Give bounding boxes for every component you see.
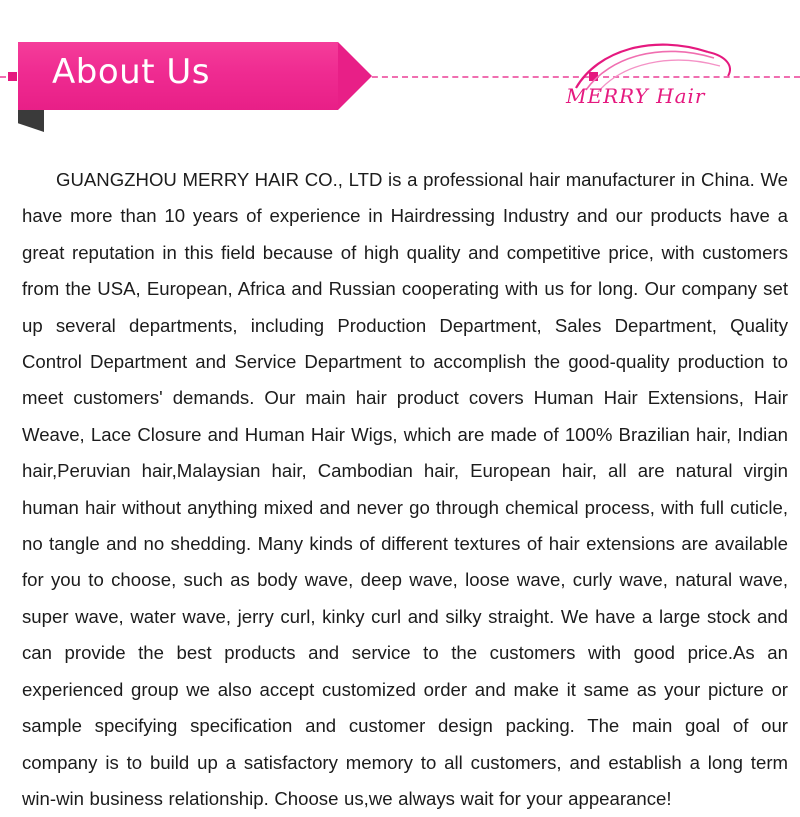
logo-wordmark: MERRY Hair — [566, 84, 706, 108]
page-header — [0, 0, 800, 135]
about-us-paragraph: GUANGZHOU MERRY HAIR CO., LTD is a professional hair manufacturer in China. We have more than 10 years of experience in Hairdressing Industry and our products have a great reputation in this field because of high quality and competitive price, with customers from the USA, European, Africa and Russian cooperating with us for long. Our company set up several departments, including Production Department, Sales Department, Quality Control Department and Service Department to accomplish the good-quality production to meet customers' demands. Our main hair product covers Human Hair Extensions, Hair Weave, Lace Closure and Human Hair Wigs, which are made of 100% Brazilian hair, Indian hair,Peruvian hair,Malaysian hair, Cambodian hair, European hair, all are natural virgin human hair without anything mixed and never go through chemical process, with full cuticle, no tangle and no shedding. Many kinds of different textures of hair extensions are available for you to choose, such as body wave, deep wave, loose wave, curly wave, natural wave, super wave, water wave, jerry curl, kinky curl and silky straight. We have a large stock and can provide the best products and service to the customers with good price.As an experienced group we also accept customized order and make it same as your picture or sample specifying specification and customer design packing. The main goal of our company is to build up a satisfactory memory to all customers, and establish a long term win-win business relationship. Choose us,we always wait for your appearance! — [22, 169, 788, 809]
ribbon-arrow-icon — [338, 42, 372, 110]
merry-hair-logo — [558, 40, 748, 112]
about-us-content — [22, 162, 788, 817]
ribbon-fold-shadow — [18, 110, 44, 132]
page-title: About Us — [52, 52, 210, 92]
decorative-square-left — [8, 72, 17, 81]
